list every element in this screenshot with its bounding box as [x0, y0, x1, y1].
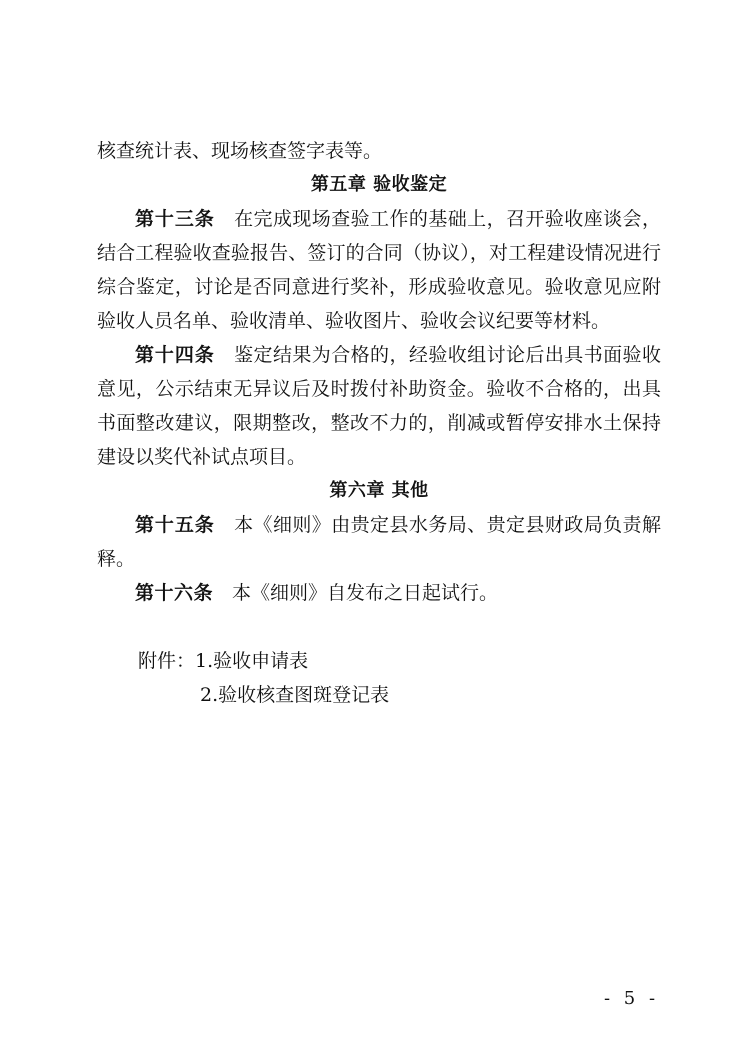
- article-15-text: 本《细则》由贵定县水务局、贵定县财政局负责解释。: [97, 514, 661, 570]
- document-body: [97, 134, 661, 712]
- continuation-text: 核查统计表、现场核查签字表等。: [97, 140, 383, 162]
- attachment-row-1: [97, 644, 661, 678]
- attachments-label: 附件：: [138, 650, 196, 672]
- article-13-text: 在完成现场查验工作的基础上，召开验收座谈会，结合工程验收查验报告、签订的合同（协议），对工程建设情况进行综合鉴定，讨论是否同意进行奖补，形成验收意见。验收意见应附验收人员名单、验收清单、验收图片、验收会议纪要等材料。: [97, 208, 661, 332]
- article-15-label: 第十五条: [135, 514, 215, 536]
- article-15: [97, 508, 661, 576]
- chapter-6-heading: 第六章 其他: [329, 480, 429, 501]
- article-16: [97, 576, 661, 610]
- article-14: [97, 338, 661, 474]
- attachment-row-2: [97, 678, 661, 712]
- attachment-item-2: 2.验收核查图斑登记表: [200, 684, 390, 706]
- article-13-label: 第十三条: [135, 208, 215, 230]
- article-13: [97, 202, 661, 338]
- article-16-text: 本《细则》自发布之日起试行。: [232, 582, 499, 604]
- attachment-item-1: 1.验收申请表: [195, 650, 309, 672]
- chapter-5-heading: 第五章 验收鉴定: [310, 174, 448, 195]
- blank-line: [97, 610, 661, 644]
- article-14-label: 第十四条: [135, 344, 215, 366]
- article-16-label: 第十六条: [135, 582, 214, 604]
- article-14-text: 鉴定结果为合格的，经验收组讨论后出具书面验收意见，公示结束无异议后及时拨付补助资金。验收不合格的，出具书面整改建议，限期整改，整改不力的，削减或暂停安排水土保持建设以奖代补试点项目。: [97, 344, 661, 468]
- page-number: - 5 -: [604, 988, 660, 1009]
